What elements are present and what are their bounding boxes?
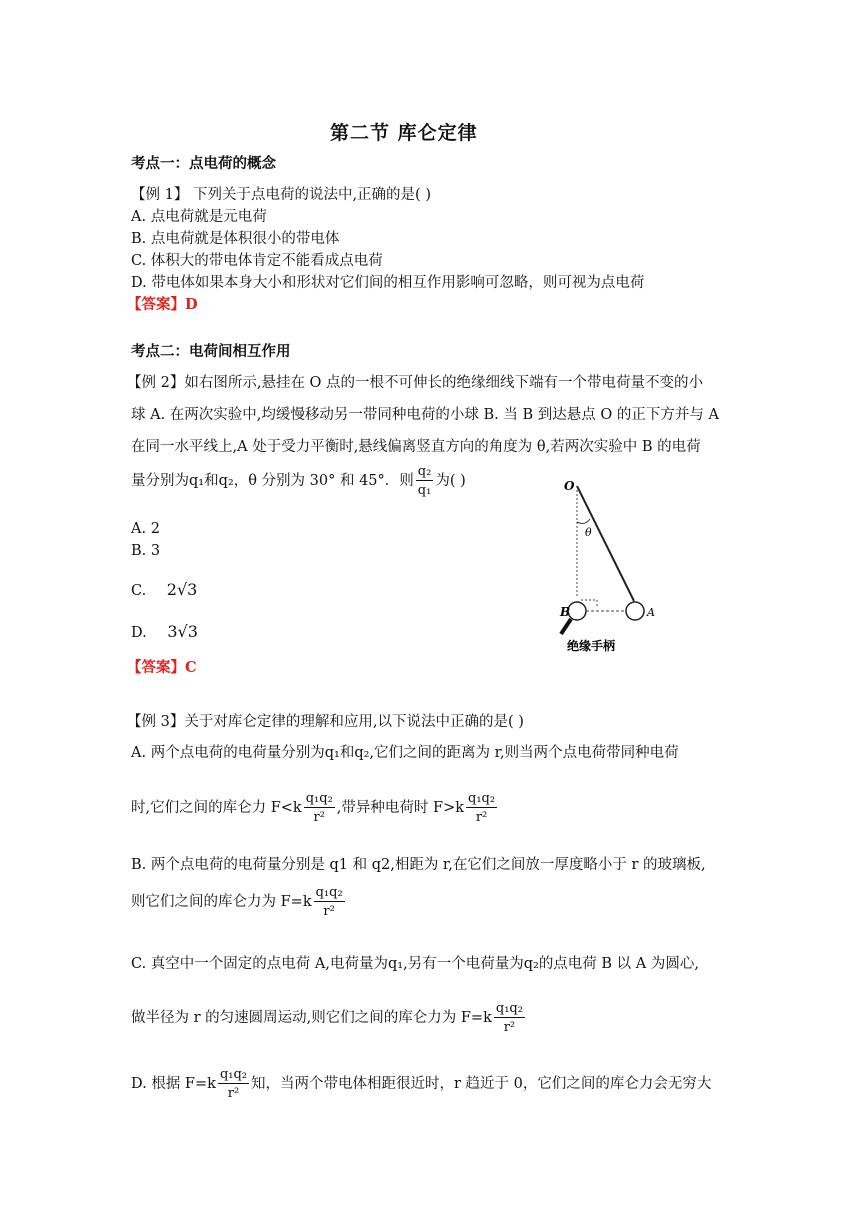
option-a-text-1: A. 两个点电荷的电荷量分别为: [131, 745, 325, 761]
fraction-denominator: r²: [323, 904, 335, 919]
coulomb-fraction: [466, 792, 497, 824]
example-3-option-c-line-1: [131, 952, 699, 973]
option-a-and: 和: [339, 745, 355, 761]
example-2-option-c: [131, 580, 197, 599]
q2-symbol: q₂: [218, 473, 234, 489]
example-1-option-b: B. 点电荷就是体积很小的带电体: [131, 231, 340, 247]
option-d-text-1: D. 根据 F=k: [131, 1076, 216, 1092]
label-o: O: [564, 479, 575, 493]
option-c-text-4: 做半径为 r 的匀速圆周运动,则它们之间的库仑力为 F=k: [131, 1010, 492, 1026]
coulomb-fraction: [218, 1068, 249, 1100]
label-a: A: [647, 606, 655, 619]
angle-arc: [577, 519, 590, 523]
fraction-numerator: q₁q₂: [305, 791, 333, 806]
example-2-line-4-text: 量分别为: [131, 473, 189, 489]
fraction-numerator: q₁q₂: [315, 885, 343, 900]
example-2-line-2: 球 A. 在两次实验中,均缓慢移动另一带同种电荷的小球 B. 当 B 到达悬点 O 的正下方并与 A: [131, 407, 719, 423]
example-2-line-4-end: 为( ): [435, 473, 466, 489]
example-3-option-c-line-2: [131, 1002, 527, 1034]
q2-symbol: q₂: [354, 745, 370, 761]
example-1-option-a: A. 点电荷就是元电荷: [131, 209, 267, 225]
q1-symbol: q₁: [387, 956, 404, 972]
q2-over-q1-fraction: [416, 465, 434, 497]
option-c-value: 2√3: [166, 580, 198, 599]
fraction-denominator: r²: [227, 1086, 240, 1101]
fraction-numerator: q₁q₂: [495, 1001, 523, 1016]
example-3-option-d: [131, 1068, 711, 1100]
example-1-option-d: D. 带电体如果本身大小和形状对它们间的相互作用影响可忽略，则可视为点电荷: [131, 275, 645, 291]
example-2-line-3: 在同一水平线上,A 处于受力平衡时,悬线偏离竖直方向的角度为 θ,若两次实验中 B 的电荷: [131, 439, 701, 455]
fraction-numerator: q₁q₂: [219, 1067, 248, 1082]
option-d-value: 3√3: [167, 622, 198, 641]
example-2-line-1: 【例 2】如右图所示,悬挂在 O 点的一根不可伸长的绝缘细线下端有一个带电荷量不变的小: [127, 375, 704, 391]
string-line: [577, 486, 634, 601]
fraction-denominator: r²: [503, 1020, 516, 1035]
section-1-heading: 考点一：点电荷的概念: [131, 155, 276, 172]
option-c-label: C.: [131, 583, 147, 599]
label-b: B: [560, 605, 571, 619]
pendulum-figure: [545, 470, 675, 660]
example-3-option-b-line-1: B. 两个点电荷的电荷量分别是 q1 和 q2,相距为 r,在它们之间放一厚度略小于 r 的玻璃板,: [131, 857, 706, 873]
option-a-text-3: 时,它们之间的库仑力 F<k: [131, 800, 302, 816]
example-2-option-d: [131, 622, 198, 641]
option-a-text-2: ,它们之间的距离为 r,则当两个点电荷带同种电荷: [369, 745, 679, 761]
ball-a: [626, 602, 644, 620]
fraction-numerator: q₁q₂: [468, 791, 496, 806]
example-2-option-b: B. 3: [131, 543, 161, 559]
coulomb-fraction: [494, 1002, 525, 1034]
fraction-numerator: q₂: [417, 464, 432, 479]
fraction-denominator: r²: [475, 810, 488, 825]
coulomb-fraction: [304, 792, 335, 824]
option-d-label: D.: [131, 625, 147, 641]
example-2-answer: 【答案】C: [127, 659, 197, 676]
example-3-question: 【例 3】关于对库仑定律的理解和应用,以下说法中正确的是( ): [127, 714, 524, 730]
ball-b: [568, 602, 586, 620]
page-title: 第二节 库仑定律: [330, 122, 478, 144]
label-theta: θ: [585, 526, 592, 539]
example-1-option-c: C. 体积大的带电体肯定不能看成点电荷: [131, 253, 383, 269]
insulating-handle: [561, 619, 571, 634]
example-1-answer: 【答案】D: [127, 296, 198, 313]
example-2-line-4-angles: ，θ 分别为 30° 和 45°．则: [233, 473, 414, 489]
coulomb-fraction: [314, 886, 345, 918]
fraction-denominator: r²: [313, 810, 325, 825]
example-1-question: 【例 1】 下列关于点电荷的说法中,正确的是( ): [131, 187, 431, 203]
option-a-text-4: ,带异种电荷时 F>k: [336, 800, 465, 816]
option-c-text-3: 的点电荷 B 以 A 为圆心,: [538, 956, 699, 972]
example-3-option-a-line-1: [131, 741, 679, 762]
handle-caption: 绝缘手柄: [567, 639, 616, 653]
example-2-option-a: A. 2: [131, 521, 160, 537]
option-b-text: 则它们之间的库仑力为 F=k: [131, 894, 312, 910]
example-3-option-b-line-2: [131, 886, 347, 918]
example-2-line-4-and: 和: [204, 473, 219, 489]
option-d-text-2: 知，当两个带电体相距很近时，r 趋近于 0，它们之间的库仑力会无穷大: [251, 1076, 712, 1092]
q1-symbol: q₁: [324, 745, 340, 761]
option-c-text-2: ,另有一个电荷量为: [403, 956, 524, 972]
q2-symbol: q₂: [523, 956, 539, 972]
fraction-denominator: q₁: [417, 483, 432, 498]
section-2-heading: 考点二：电荷间相互作用: [131, 343, 291, 360]
option-c-text-1: C. 真空中一个固定的点电荷 A,电荷量为: [131, 956, 388, 972]
example-3-option-a-line-2: [131, 792, 499, 824]
example-2-line-4: [131, 465, 466, 497]
q1-symbol: q₁: [189, 473, 205, 489]
